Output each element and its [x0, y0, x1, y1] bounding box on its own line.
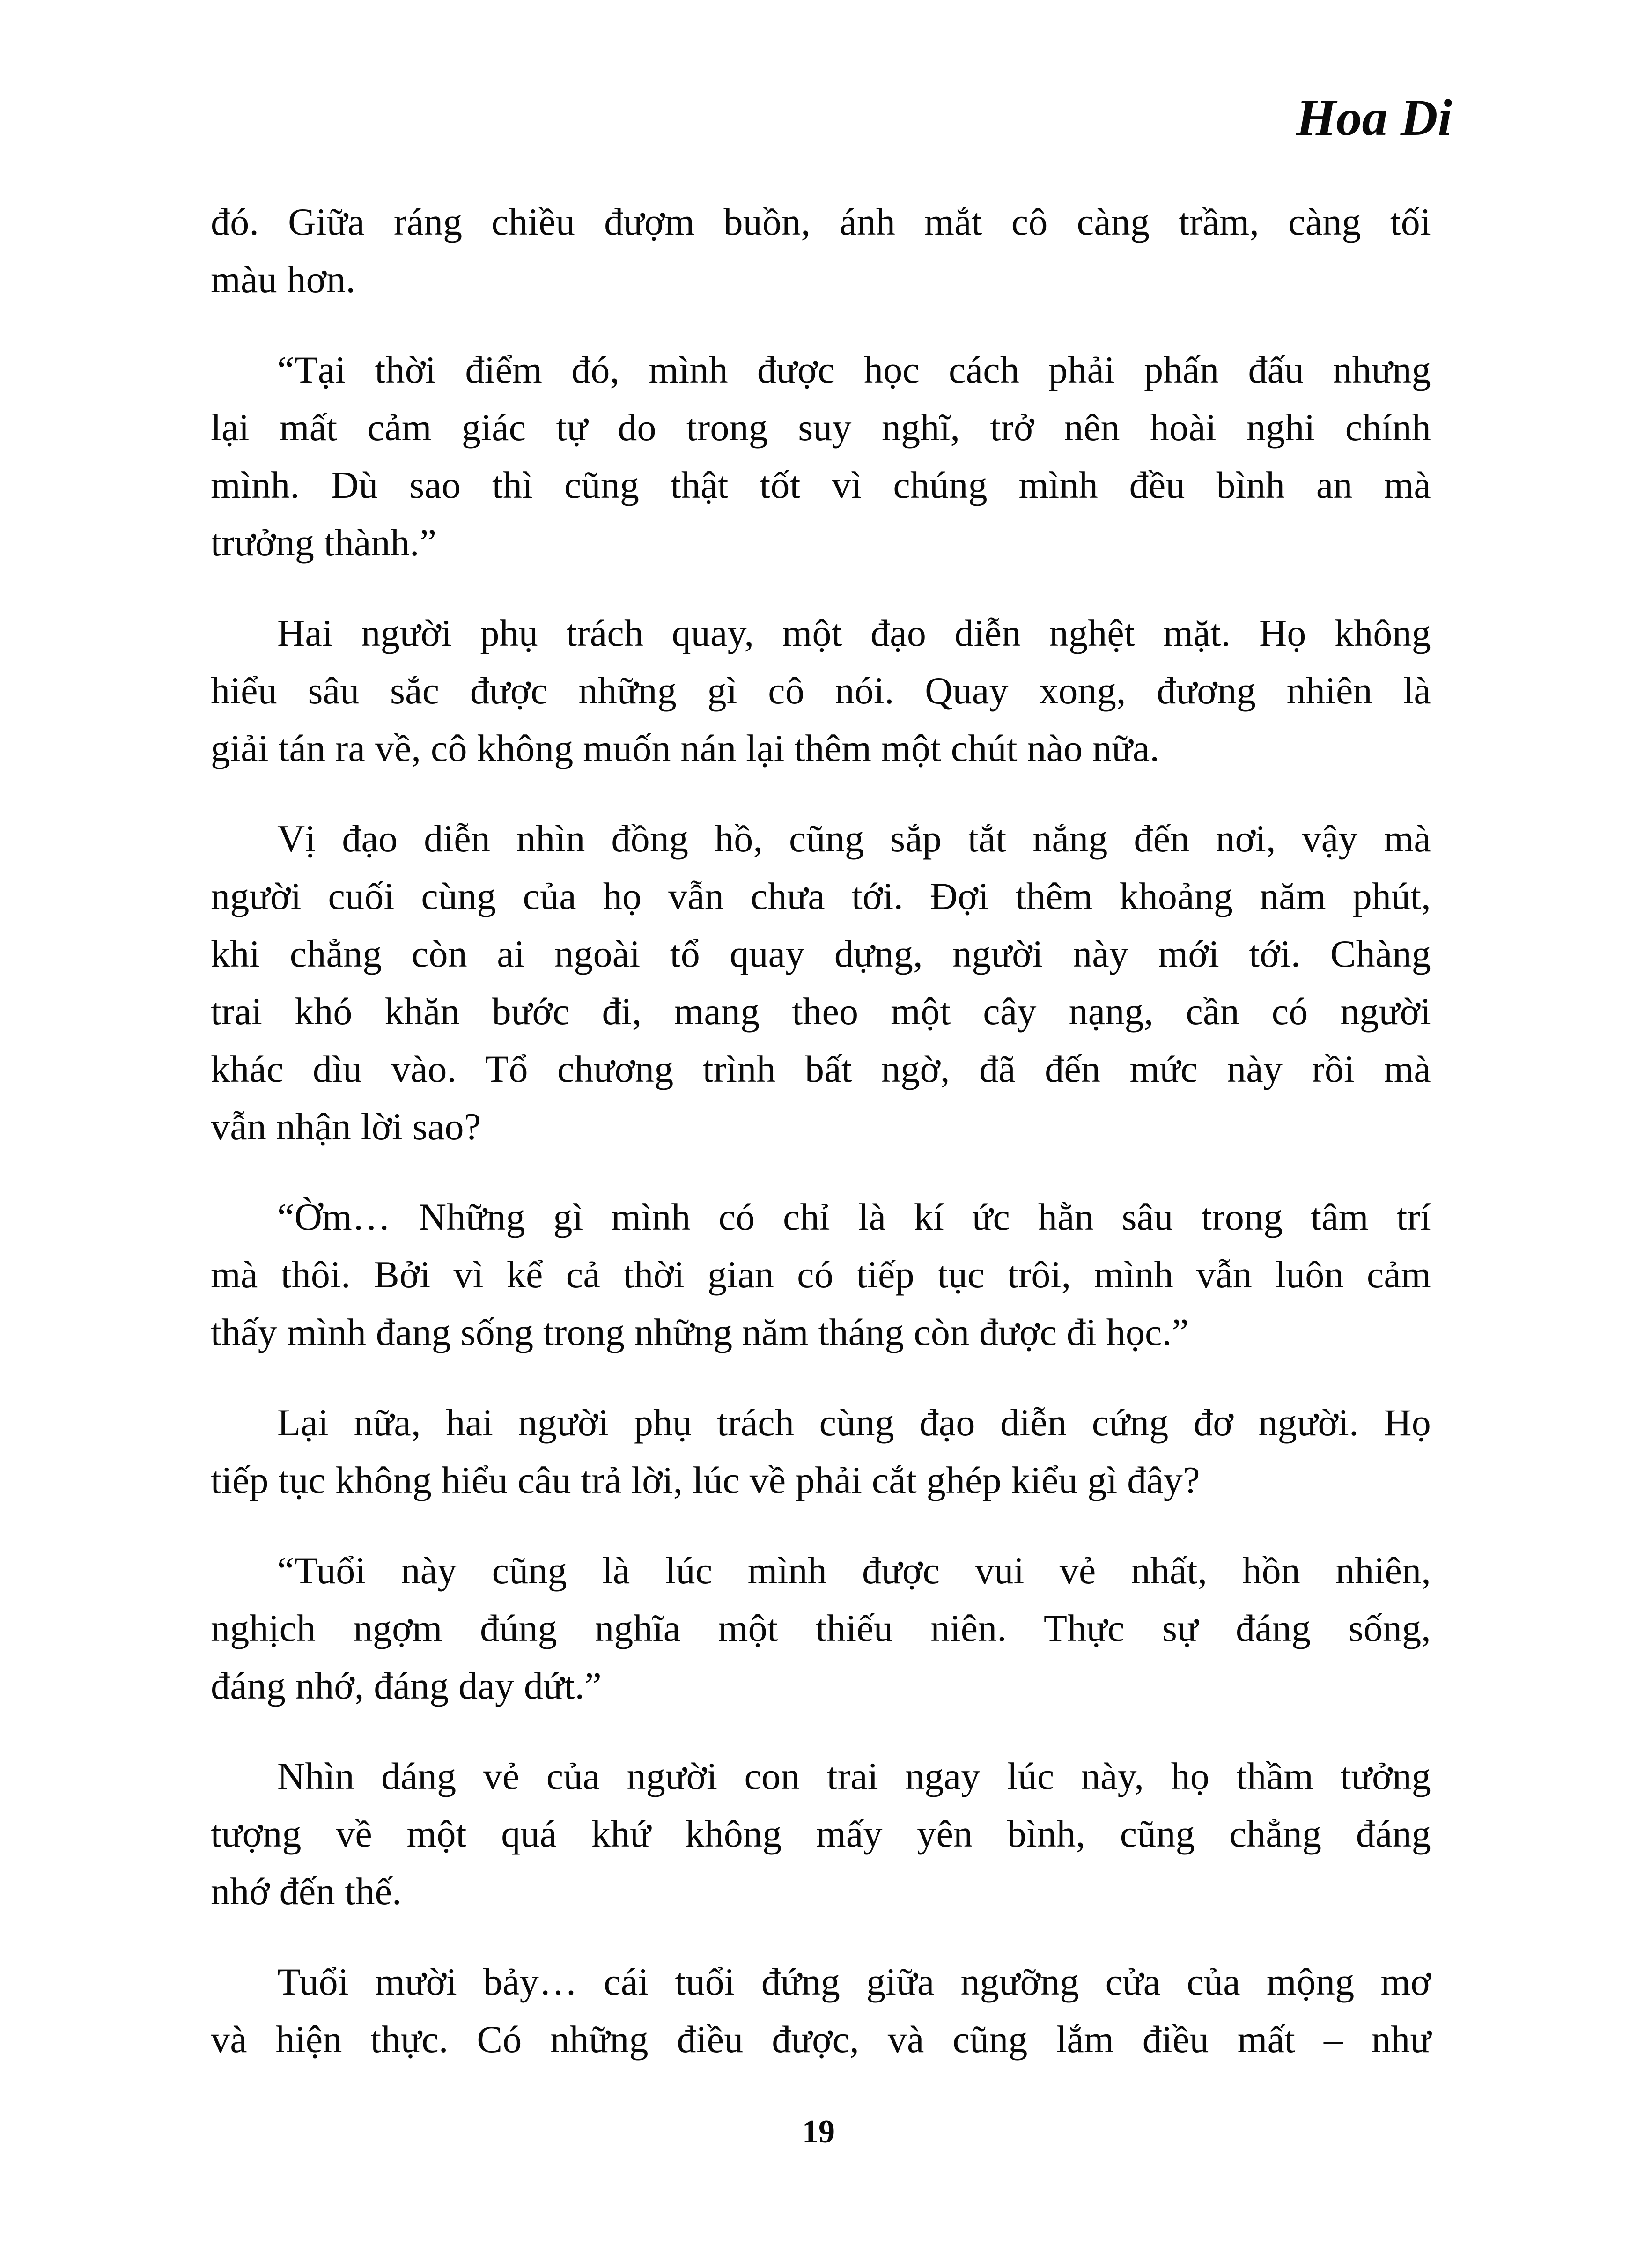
text-line: khi chẳng còn ai ngoài tổ quay dựng, người này mới tới. Chàng — [211, 932, 1431, 975]
paragraph — [211, 1188, 1431, 1361]
paragraph — [211, 810, 1431, 1155]
paragraph — [211, 1747, 1431, 1920]
paragraph — [211, 1953, 1431, 2068]
text-line: Vị đạo diễn nhìn đồng hồ, cũng sắp tắt nắng đến nơi, vậy mà — [277, 817, 1431, 860]
text-line: tiếp tục không hiểu câu trả lời, lúc về phải cắt ghép kiểu gì đây? — [211, 1459, 1200, 1501]
page-number: 19 — [802, 2114, 835, 2150]
text-line: thấy mình đang sống trong những năm tháng còn được đi học.” — [211, 1311, 1189, 1353]
paragraph — [211, 193, 1431, 308]
text-line: “Tuổi này cũng là lúc mình được vui vẻ nhất, hồn nhiên, — [277, 1549, 1431, 1592]
text-line: mình. Dù sao thì cũng thật tốt vì chúng mình đều bình an mà — [211, 464, 1431, 506]
text-line: màu hơn. — [211, 258, 356, 301]
text-line: nhớ đến thế. — [211, 1870, 402, 1913]
text-line: Lại nữa, hai người phụ trách cùng đạo diễn cứng đơ người. Họ — [277, 1401, 1431, 1444]
text-line: Tuổi mười bảy… cái tuổi đứng giữa ngưỡng cửa của mộng mơ — [277, 1960, 1431, 2003]
text-line: Nhìn dáng vẻ của người con trai ngay lúc này, họ thầm tưởng — [277, 1755, 1431, 1797]
text-line: hiểu sâu sắc được những gì cô nói. Quay xong, đương nhiên là — [211, 669, 1431, 712]
running-header: Hoa Di — [1296, 89, 1452, 146]
paragraph — [211, 1542, 1431, 1714]
text-line: trai khó khăn bước đi, mang theo một cây nạng, cần có người — [211, 990, 1431, 1033]
text-line: “Ờm… Những gì mình có chỉ là kí ức hằn sâu trong tâm trí — [277, 1196, 1431, 1238]
paragraph — [211, 341, 1431, 571]
text-line: khác dìu vào. Tổ chương trình bất ngờ, đã đến mức này rồi mà — [211, 1048, 1431, 1090]
text-line: Hai người phụ trách quay, một đạo diễn nghệt mặt. Họ không — [277, 612, 1431, 654]
text-line: người cuối cùng của họ vẫn chưa tới. Đợi thêm khoảng năm phút, — [211, 875, 1431, 917]
text-line: tượng về một quá khứ không mấy yên bình, cũng chẳng đáng — [211, 1812, 1431, 1855]
paragraph — [211, 1394, 1431, 1509]
text-line: nghịch ngợm đúng nghĩa một thiếu niên. Thực sự đáng sống, — [211, 1607, 1431, 1649]
text-line: giải tán ra về, cô không muốn nán lại thêm một chút nào nữa. — [211, 727, 1160, 769]
text-line: “Tại thời điểm đó, mình được học cách phải phấn đấu nhưng — [277, 348, 1431, 391]
text-line: đó. Giữa ráng chiều đượm buồn, ánh mắt cô càng trầm, càng tối — [211, 200, 1431, 243]
text-line: vẫn nhận lời sao? — [211, 1105, 481, 1148]
text-line: lại mất cảm giác tự do trong suy nghĩ, trở nên hoài nghi chính — [211, 406, 1431, 449]
text-line: và hiện thực. Có những điều được, và cũng lắm điều mất – như — [211, 2018, 1431, 2061]
paragraph — [211, 604, 1431, 777]
body-text — [211, 193, 1431, 2068]
text-line: đáng nhớ, đáng day dứt.” — [211, 1664, 602, 1707]
text-line: trưởng thành.” — [211, 521, 437, 564]
text-line: mà thôi. Bởi vì kể cả thời gian có tiếp tục trôi, mình vẫn luôn cảm — [211, 1253, 1431, 1296]
